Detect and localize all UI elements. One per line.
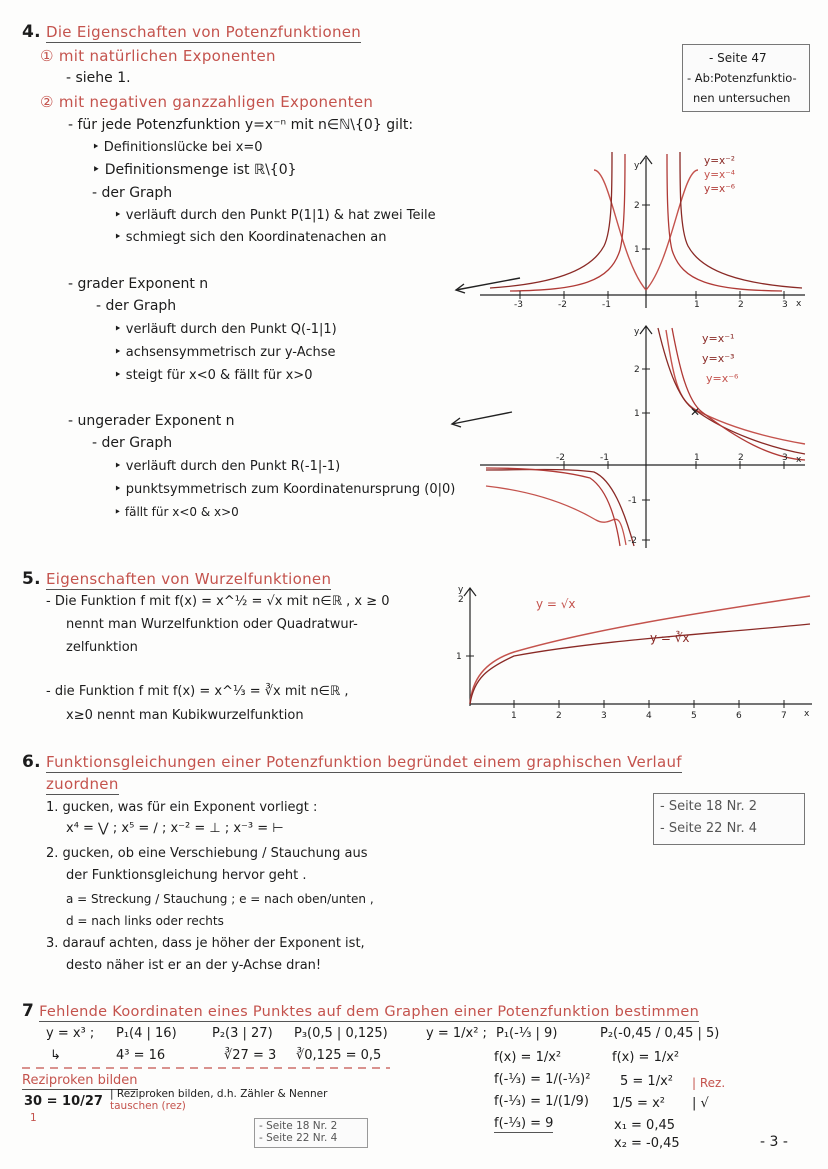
- ref6-line-1: - Seite 18 Nr. 2: [660, 799, 757, 814]
- graph2-xtick: 2: [738, 453, 744, 463]
- odd-symmetry: ‣ punktsymmetrisch zum Koordinatenursprung (0|0): [114, 482, 456, 497]
- graph2-legend: y=x⁻³: [702, 352, 735, 365]
- section4-heading: Die Eigenschaften von Potenzfunktionen: [45, 23, 362, 41]
- graph2-xtick: 3: [782, 453, 788, 463]
- even-graph: - der Graph: [96, 298, 177, 314]
- section7-heading: Fehlende Koordinaten eines Punktes auf dem Graphen einer Potenzfunktion bestimmen: [39, 1004, 700, 1020]
- graph3-xtick: 3: [601, 711, 607, 721]
- subsection1: ① mit natürlichen Exponenten: [40, 47, 276, 65]
- graph3-xlabel: x: [804, 709, 810, 719]
- graph1-xtick: -2: [558, 300, 567, 310]
- reziproken-fraction: 30 = 10/27: [24, 1094, 103, 1109]
- calc-arrow: ↳: [50, 1048, 61, 1063]
- graph2-xtick: -2: [556, 453, 565, 463]
- see-one: - siehe 1.: [66, 70, 131, 86]
- even-point-q: ‣ verläuft durch den Punkt Q(-1|1): [114, 322, 337, 337]
- graph2-legend: y=x⁻¹: [702, 332, 735, 345]
- graph3-xtick: 1: [511, 711, 517, 721]
- eq-reciprocal: y = 1/x² ;: [426, 1026, 487, 1041]
- intro-line: - für jede Potenzfunktion y=x⁻ⁿ mit n∈ℕ\{0} gilt:: [68, 117, 414, 133]
- odd-exponent: - ungerader Exponent n: [68, 413, 235, 429]
- step3: 3. darauf achten, dass je höher der Exponent ist,: [46, 936, 365, 951]
- even-symmetry: ‣ achsensymmetrisch zur y-Achse: [114, 345, 336, 360]
- step3-b: desto näher ist er an der y-Achse dran!: [66, 958, 322, 973]
- sqrt-line3: zelfunktion: [66, 640, 138, 655]
- odd-monotony: ‣ fällt für x<0 & x>0: [114, 505, 239, 519]
- point-p1: P₁(4 | 16): [116, 1026, 177, 1041]
- graph1-ylabel: y: [634, 161, 640, 171]
- q2-x1: x₁ = 0,45: [614, 1118, 676, 1133]
- sqrt-line2: nennt man Wurzelfunktion oder Quadratwur-: [66, 617, 358, 632]
- graph2-legend: y=x⁻⁶: [706, 372, 739, 385]
- q2-x2: x₂ = -0,45: [614, 1136, 680, 1151]
- reziproken-note2: tauschen (rez): [110, 1100, 186, 1112]
- reziproken-text: Reziproken bilden: [22, 1073, 138, 1088]
- graph3-ylabel: y: [458, 585, 464, 595]
- section7-number: 7: [22, 1001, 35, 1021]
- bullet-graph-asymptote: ‣ schmiegt sich den Koordinatenachen an: [114, 230, 387, 245]
- q2-rez-note: | Rez.: [692, 1076, 726, 1090]
- q1-calc1: f(x) = 1/x²: [494, 1050, 562, 1065]
- section5-number: 5.: [22, 569, 41, 589]
- graph2-xtick: 1: [694, 453, 700, 463]
- eq-cubic: y = x³ ;: [46, 1026, 95, 1041]
- graph2-ytick: 2: [634, 365, 640, 375]
- bullet-definitionsmenge: ‣ Definitionsmenge ist ℝ\{0}: [92, 162, 297, 178]
- even-monotony: ‣ steigt für x<0 & fällt für x>0: [114, 368, 313, 383]
- graph2-ytick: 1: [634, 409, 640, 419]
- ref-line-1: - Seite 47: [709, 51, 767, 65]
- graph1-xlabel: x: [796, 299, 802, 309]
- calc-p3: ∛0,125 = 0,5: [296, 1048, 382, 1063]
- section6-heading: Funktionsgleichungen einer Potenzfunktion begründet einem graphischen Verlauf: [45, 753, 682, 771]
- cbrt-line1: - die Funktion f mit f(x) = x^⅓ = ∛x mit n∈ℝ ,: [46, 684, 349, 699]
- graph3-xtick: 7: [781, 711, 787, 721]
- section6-number: 6.: [22, 752, 41, 772]
- q2-calc2: 5 = 1/x²: [620, 1074, 673, 1089]
- graph3-label-sqrt: y = √x: [536, 597, 576, 611]
- section5-heading: Eigenschaften von Wurzelfunktionen: [45, 570, 332, 588]
- ref7-line-1: - Seite 18 Nr. 2: [259, 1120, 338, 1132]
- sqrt-line1: - Die Funktion f mit f(x) = x^½ = √x mit n∈ℝ , x ≥ 0: [46, 594, 390, 609]
- graph3-ytick: 2: [458, 595, 464, 605]
- graph2-ylabel: y: [634, 327, 640, 337]
- graph2-xtick: -1: [600, 453, 609, 463]
- reziproken-title: [22, 1073, 138, 1088]
- graph1-xtick: -3: [514, 300, 523, 310]
- graph2-xlabel: x: [796, 455, 802, 465]
- reziproken-sub: 1: [30, 1112, 37, 1124]
- graph3-xtick: 4: [646, 711, 652, 721]
- ref-line-3: nen untersuchen: [693, 91, 791, 105]
- svg-text:✕: ✕: [690, 405, 701, 419]
- graph1-xtick: 3: [782, 300, 788, 310]
- step2-b: der Funktionsgleichung hervor geht .: [66, 868, 307, 883]
- graph1-xtick: 1: [694, 300, 700, 310]
- ref-line-2: - Ab:Potenzfunktio-: [687, 71, 797, 85]
- even-exponent: - grader Exponent n: [68, 276, 209, 292]
- section4-number: 4.: [22, 22, 41, 42]
- step1-shapes: x⁴ = ⋁ ; x⁵ = ∕ ; x⁻² = ⊥ ; x⁻³ = ⊢: [66, 821, 284, 836]
- bullet-graph-p: ‣ verläuft durch den Punkt P(1|1) & hat zwei Teile: [114, 208, 436, 223]
- graph3-xtick: 2: [556, 711, 562, 721]
- step1: 1. gucken, was für ein Exponent vorliegt :: [46, 800, 318, 815]
- calc-p1: 4³ = 16: [116, 1048, 166, 1063]
- step2-c: a = Streckung / Stauchung ; e = nach oben/unten ,: [66, 892, 374, 906]
- q1-calc4: [494, 1116, 553, 1131]
- bullet-definitionsluecke: ‣ Definitionslücke bei x=0: [92, 140, 263, 155]
- graph1-xtick: 2: [738, 300, 744, 310]
- point-q1: P₁(-⅓ | 9): [496, 1026, 558, 1041]
- graph3-xtick: 5: [691, 711, 697, 721]
- graph1-xtick: -1: [602, 300, 611, 310]
- section6-heading-2: zuordnen: [46, 775, 119, 793]
- graph3-label-cbrt: y = ∛x: [650, 631, 690, 645]
- graph1-legend: y=x⁻⁴: [704, 169, 735, 181]
- reference-box-section7: [254, 1118, 368, 1148]
- point-p2: P₂(3 | 27): [212, 1026, 273, 1041]
- point-p3: P₃(0,5 | 0,125): [294, 1026, 388, 1041]
- graph3-ytick: 1: [456, 652, 462, 662]
- point-q2: P₂(-0,45 / 0,45 | 5): [600, 1026, 720, 1041]
- graph2-ytick: -2: [628, 536, 637, 546]
- step2-d: d = nach links oder rechts: [66, 914, 224, 928]
- q1-result: f(-⅓) = 9: [494, 1116, 554, 1131]
- graph1-ytick: 1: [634, 245, 640, 255]
- graph1-legend: y=x⁻⁶: [704, 183, 735, 195]
- step2: 2. gucken, ob eine Verschiebung / Stauchung aus: [46, 846, 368, 861]
- ref6-line-2: - Seite 22 Nr. 4: [660, 821, 757, 836]
- q1-calc2: f(-⅓) = 1/(-⅓)²: [494, 1072, 591, 1087]
- calc-p2: ∛27 = 3: [224, 1048, 277, 1063]
- ref7-line-2: - Seite 22 Nr. 4: [259, 1132, 338, 1144]
- reziproken-note1: | Reziproken bilden, d.h. Zähler & Nenner: [110, 1088, 328, 1100]
- odd-graph: - der Graph: [92, 435, 173, 451]
- cbrt-line2: x≥0 nennt man Kubikwurzelfunktion: [66, 708, 304, 723]
- graph2-ytick: -1: [628, 496, 637, 506]
- q2-sqrt-note: | √: [692, 1096, 709, 1111]
- q1-calc3: f(-⅓) = 1/(1/9): [494, 1094, 589, 1109]
- odd-point-r: ‣ verläuft durch den Punkt R(-1|-1): [114, 459, 341, 474]
- graph1-ytick: 2: [634, 201, 640, 211]
- q2-calc3: 1/5 = x²: [612, 1096, 665, 1111]
- graph3-xtick: 6: [736, 711, 742, 721]
- q2-calc1: f(x) = 1/x²: [612, 1050, 680, 1065]
- page-number: - 3 -: [760, 1134, 788, 1150]
- bullet-graph: - der Graph: [92, 185, 173, 201]
- subsection2: ② mit negativen ganzzahligen Exponenten: [40, 93, 374, 111]
- graph1-legend: y=x⁻²: [704, 155, 735, 167]
